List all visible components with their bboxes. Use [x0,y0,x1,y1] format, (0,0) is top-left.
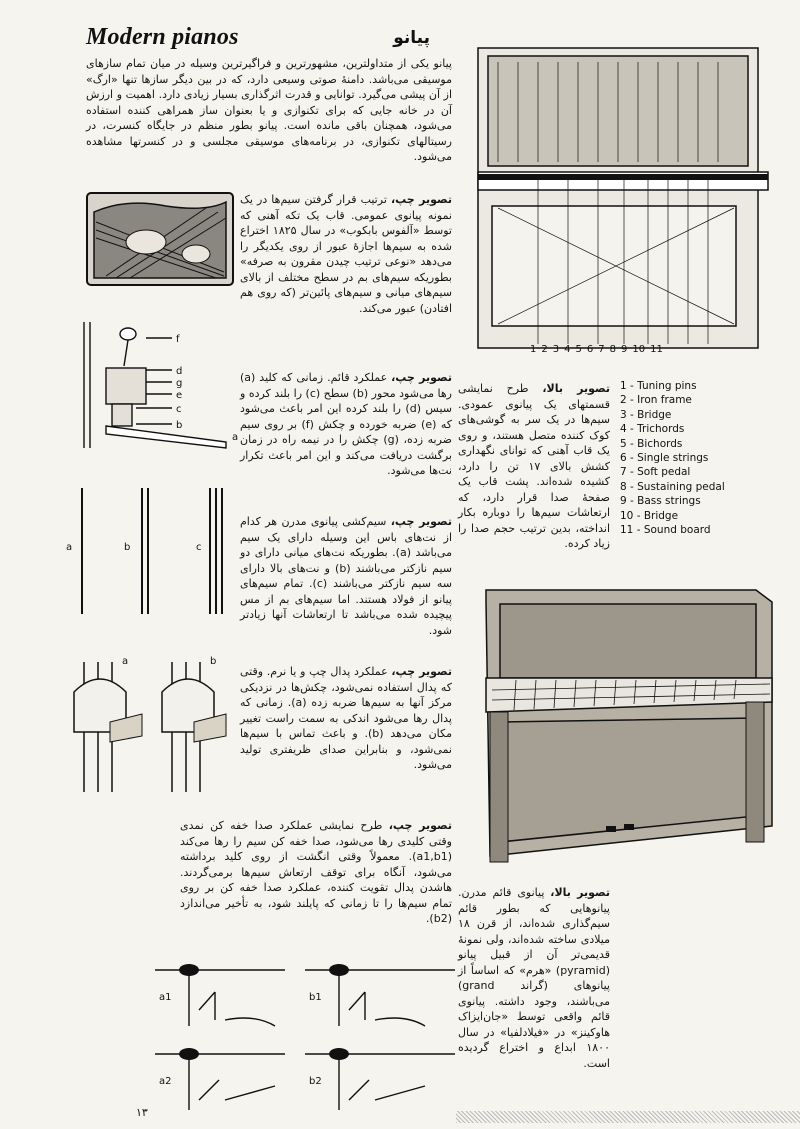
modern-upright-piano-illustration [456,580,784,880]
caption-lead: تصویر چپ، [391,371,452,384]
soft-pedal-hammers-diagram [70,652,238,802]
legend-item: 2 - Iron frame [620,394,692,407]
page-title-persian: پیانو [393,28,430,48]
decorative-hatch-strip [456,1111,800,1123]
caption-lead: تصویر چپ، [388,819,453,832]
part-number: 6 [586,344,594,355]
caption-text: طرح نمایشی قسمتهای یک پیانوی عمودی. سیم‌ها در یک سر به گوشی‌های کوک کننده متصل هستند، و روی یک قاب آهنی که توانای نگهداری کشش بالای ۱۷ تن را دارد، کشیده شده‌اند. پشت قاب یک صفحهٔ صدا قرار دارد، که ارتعاشات سیم‌ها را دوباره بکار انداخته، بدین ترتیب حجم صدا را زیاد کرده. [458,382,610,550]
part-number: 1 [530,344,537,355]
legend-item: 1 - Tuning pins [620,380,697,392]
legend-item: 10 - Bridge [620,509,679,522]
damper-label-a2: a2 [159,1076,172,1087]
string-label-b: b [124,542,131,553]
legend-item: 9 - Bass strings [620,495,701,508]
action-label-c: c [176,404,182,415]
intro-paragraph: پیانو یکی از متداولترین، مشهورترین و فراگیرترین وسیله در میان تمام سازهای موسیقی می‌باشد. دامنهٔ صوتی وسیعی دارد، که در بین دیگر سازها تنها «ارگ» از آن پیشی می‌گیرد. توانایی و قدرت اثرگذاری بسیار زیادی دارد. اهمیت و ارزش آن در خانه جایی که برای تکنوازی و یا بعنوان ساز همراهی کننده استفاده می‌شود، همچنان باقی مانده است. پیانو بطور منظم در جایگاه کنسرت، در رسیتالهای تکنوازی، در برنامه‌های موسیقی مجلسی و در کنسرتها مشاهده می‌شود. [86,57,452,163]
stringing-diagram [64,488,240,614]
part-number: 7 [598,344,605,355]
hammer-label-a: a [122,656,129,667]
parts-legend [620,379,790,537]
caption-soft-pedal [240,664,452,773]
upright-action-diagram [76,318,240,454]
damper-label-b2: b2 [309,1076,322,1087]
legend-item: 6 - Single strings [620,452,709,465]
action-label-e: e [176,390,183,401]
caption-string-layout [240,192,452,316]
caption-lead: تصویر بالا، [542,382,610,395]
page-title-english: Modern pianos [86,24,239,50]
caption-stringing [240,514,452,638]
part-number: 5 [575,344,582,355]
legend-item: 4 - Trichords [620,423,685,436]
action-label-g: g [176,378,183,389]
damper-label-a1: a1 [159,992,172,1003]
legend-item: 5 - Bichords [620,437,683,450]
action-label-f: f [176,334,180,345]
legend-item: 3 - Bridge [620,408,672,421]
caption-lead: تصویر چپ، [390,193,453,206]
diagram-part-numbers [530,344,760,355]
action-label-b: b [176,420,183,431]
caption-lead: تصویر چپ، [391,665,453,678]
caption-text: سیم‌کشی پیانوی مدرن هر کدام از نت‌های باس این وسیله دارای یک سیم می‌باشد (a). بطوریکه نت‌های میانی دارای دو سیم نازکتر می‌باشند (b) و نت‌های بالا دارای سه سیم نازکتر می‌باشند (c). تمام سیم‌های پیانو از فولاد هستند. اما سیم‌های بم از مس پیچیده شده می‌باشد تا ارتعاشات آنها زیادتر شود. [240,515,452,637]
caption-upright-action [240,370,452,479]
part-number: 10 [632,344,646,355]
string-label-c: c [196,542,202,553]
part-number: 9 [621,344,628,355]
damper-label-b1: b1 [309,992,322,1003]
caption-text: ترتیب قرار گرفتن سیم‌ها در یک نمونه پیانوی عمومی. قاب یک تکه آهنی که توسط «آلفوس بابکوب» در سال ۱۸۲۵ اختراع شده به سیم‌ها اجازهٔ عبور از روی یکدیگر را می‌دهد «نوعی ترتیب چیدن مقرون به صرفه» بطوریکه سیم‌های بم در سطح مختلف از بالای سیم‌های میانی و سیم‌های پائین‌تر (که روی هم افتادن) عبور می‌کند. [240,193,452,315]
part-number: 3 [552,344,560,355]
part-number: 2 [541,344,548,355]
action-label-a: a [232,432,239,443]
legend-item: 7 - Soft pedal [620,466,691,479]
caption-lead: تصویر چپ، [390,515,453,528]
part-number: 11 [650,344,663,355]
caption-lead: تصویر بالا، [550,886,610,899]
page-number: ۱۳ [136,1106,148,1119]
caption-text: پیانوی قائم مدرن. پیانوهایی که بطور قائم سیم‌گذاری شده‌اند، از قرن ۱۸ میلادی ساخته شده‌اند، ولی نمونهٔ قدیمی‌تر آن از قبیل پیانو (pyramid) «هرم» که اساساً از پیانوهای (گراند grand) می‌باشند، وجود داشته. پیانوی قائم واقعی توسط «جان‌ایزاک هاوکینز» در «فیلادلفیا» در سال ۱۸۰۰ ابداع و اختراع گردیده است. [458,886,610,1070]
hammer-label-b: b [210,656,217,667]
caption-text: طرح نمایشی عملکرد صدا خفه کن نمدی وقتی کلیدی رها می‌شود، صدا خفه کن سیم را رها می‌کند (a1,b1). معمولاً وقتی انگشت از روی کلید برداشته می‌شود، آنگاه برای توقف ارتعاش سیم‌ها برمی‌گردند. هاشدن پدال تقویت کننده، عملکرد صدا خفه کن بر روی تمام سیم‌ها را تا زمانی که پایلند شود، به تأخیر می‌اندازد (b2). [180,819,452,925]
legend-item: 11 - Sound board [620,524,711,537]
caption-text: عملکرد قائم. زمانی که کلید (a) رها می‌شود محور (b) سطح (c) را بلند کرده و سیس (d) را بلند کرده این امر باعث می‌شود که (e) ضربه خورده و چکش (f) بر روی سیم ضربه زده، (g) چکش را در نیمه راه در زمان برگشت دریافت می‌کند و این امر باعث تکرار نت‌ها می‌شود. [240,371,453,477]
caption-damper-action [180,818,452,927]
legend-item: 8 - Sustaining pedal [620,480,725,493]
damper-action-diagram [155,960,455,1115]
part-number: 8 [609,344,616,355]
caption-modern-upright [458,885,610,1071]
caption-text: عملکرد پدال چپ و یا نرم. وقتی که پدال استفاده نمی‌شود، چکش‌ها در نزدیکی مرکز آنها به سیم‌ها ضربه زده (a). زمانی که پدال رها می‌شود اندکی به سمت راست تغییر مکان می‌دهد (b). و باعث تماس با سیم‌ها نمی‌شود، و بنابراین صدای ظریفتری تولید می‌شود. [240,665,453,771]
caption-upright-parts [458,381,610,552]
action-label-d: d [176,366,183,377]
string-label-a: a [66,542,73,553]
part-number: 4 [564,344,571,355]
iron-frame-illustration [86,192,234,286]
upright-piano-interior-illustration [458,38,778,360]
